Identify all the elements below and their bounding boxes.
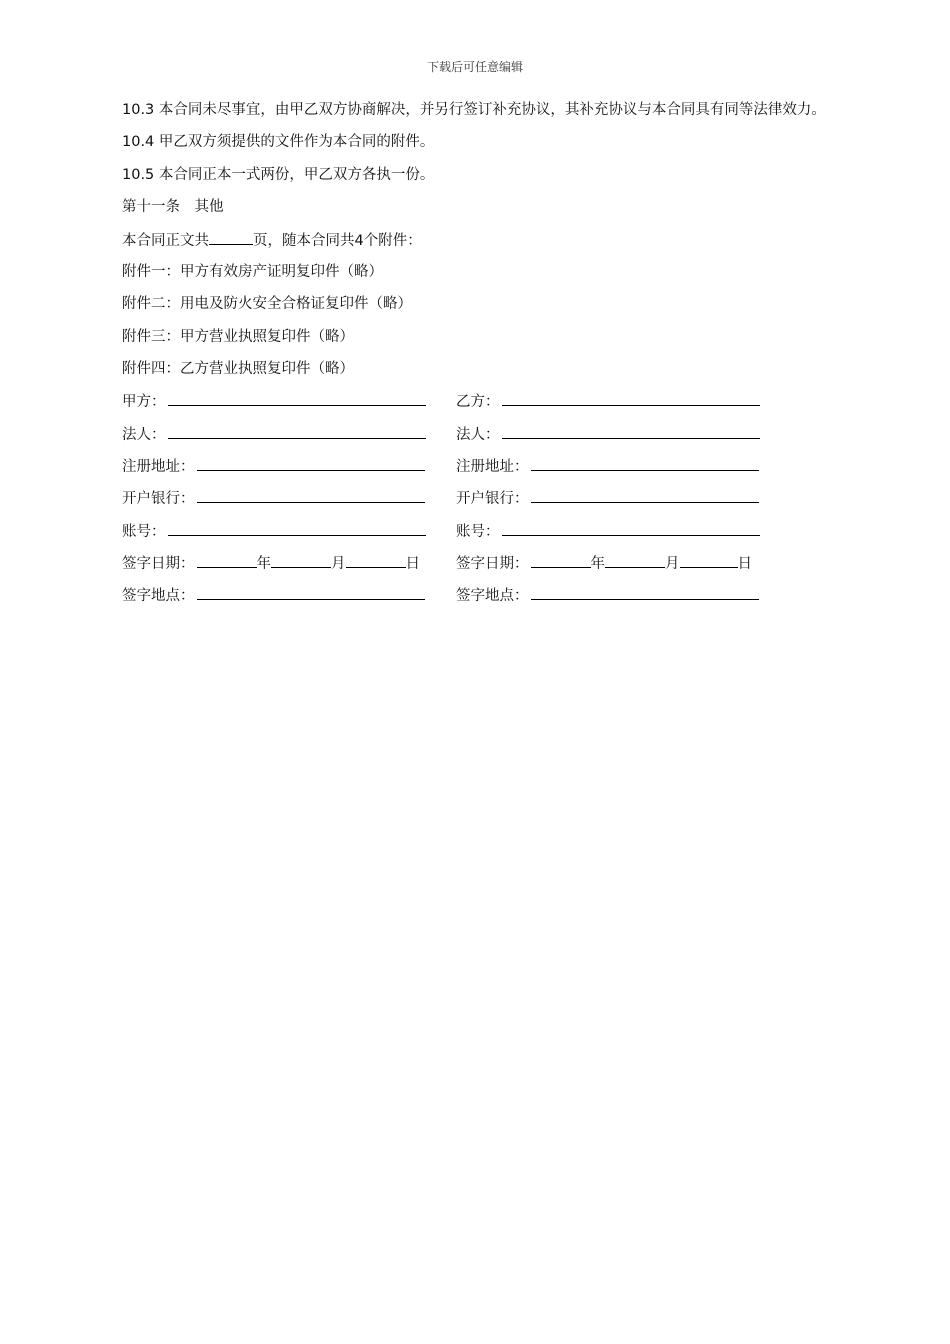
party-b-account-row — [456, 521, 760, 542]
party-a-address-row — [122, 456, 425, 477]
party-b-date-label: 签字日期： — [456, 556, 529, 572]
party-b-name-row — [456, 391, 760, 412]
page-header: 下载后可任意编辑 — [426, 60, 523, 74]
clause-10-3: 10.3 本合同未尽事宜，由甲乙双方协商解决，并另行签订补充协议，其补充协议与本合同具有同等法律效力。 — [122, 102, 826, 118]
party-a-address-label: 注册地址： — [122, 459, 195, 475]
party-a-address-field[interactable] — [197, 456, 425, 471]
party-a-day-label: 日 — [405, 556, 420, 572]
party-b-legal-row — [456, 424, 760, 445]
attachment-2: 附件二：用电及防火安全合格证复印件（略） — [122, 296, 412, 312]
attachment-4: 附件四：乙方营业执照复印件（略） — [122, 361, 354, 377]
party-a-bank-label: 开户银行： — [122, 491, 195, 507]
pages-line-after: 页，随本合同共4个附件： — [253, 233, 422, 249]
party-b-month-field[interactable] — [605, 553, 665, 568]
party-a-bank-row — [122, 488, 425, 509]
party-b-address-field[interactable] — [531, 456, 759, 471]
party-b-place-field[interactable] — [531, 585, 759, 600]
party-a-legal-field[interactable] — [168, 424, 426, 439]
party-a-month-field[interactable] — [271, 553, 331, 568]
party-a-place-field[interactable] — [197, 585, 425, 600]
clause-10-5: 10.5 本合同正本一式两份，甲乙双方各执一份。 — [122, 167, 435, 183]
party-a-bank-field[interactable] — [197, 488, 425, 503]
party-b-bank-label: 开户银行： — [456, 491, 529, 507]
party-b-legal-field[interactable] — [502, 424, 760, 439]
party-b-date-row — [456, 553, 752, 574]
party-b-bank-row — [456, 488, 759, 509]
party-a-day-field[interactable] — [346, 553, 406, 568]
party-b-month-label: 月 — [665, 556, 680, 572]
party-b-account-field[interactable] — [502, 521, 760, 536]
party-a-year-label: 年 — [256, 556, 271, 572]
party-b-legal-label: 法人： — [456, 427, 500, 443]
party-a-account-label: 账号： — [122, 524, 166, 540]
party-b-address-row — [456, 456, 759, 477]
party-a-place-label: 签字地点： — [122, 588, 195, 604]
party-b-year-field[interactable] — [531, 553, 591, 568]
party-a-date-label: 签字日期： — [122, 556, 195, 572]
attachment-1: 附件一：甲方有效房产证明复印件（略） — [122, 264, 383, 280]
party-b-day-label: 日 — [737, 556, 752, 572]
party-b-address-label: 注册地址： — [456, 459, 529, 475]
party-a-date-row — [122, 553, 420, 574]
party-a-account-row — [122, 521, 426, 542]
party-b-name-label: 乙方： — [456, 394, 500, 410]
article-11-title: 第十一条 其他 — [122, 199, 224, 215]
party-b-place-row — [456, 585, 759, 606]
party-a-account-field[interactable] — [168, 521, 426, 536]
clause-10-4: 10.4 甲乙双方须提供的文件作为本合同的附件。 — [122, 134, 435, 150]
pages-line-before: 本合同正文共 — [122, 233, 209, 249]
attachment-3: 附件三：甲方营业执照复印件（略） — [122, 329, 354, 345]
party-a-place-row — [122, 585, 425, 606]
party-a-month-label: 月 — [331, 556, 346, 572]
party-b-name-field[interactable] — [502, 391, 760, 406]
party-a-legal-row — [122, 424, 426, 445]
party-a-name-field[interactable] — [168, 391, 426, 406]
party-b-day-field[interactable] — [680, 553, 738, 568]
party-a-year-field[interactable] — [197, 553, 257, 568]
pages-line — [122, 230, 422, 251]
party-a-legal-label: 法人： — [122, 427, 166, 443]
party-b-place-label: 签字地点： — [456, 588, 529, 604]
page-count-blank[interactable] — [209, 230, 253, 245]
party-b-bank-field[interactable] — [531, 488, 759, 503]
party-a-name-label: 甲方： — [122, 394, 166, 410]
party-b-account-label: 账号： — [456, 524, 500, 540]
party-b-year-label: 年 — [590, 556, 605, 572]
party-a-name-row — [122, 391, 426, 412]
